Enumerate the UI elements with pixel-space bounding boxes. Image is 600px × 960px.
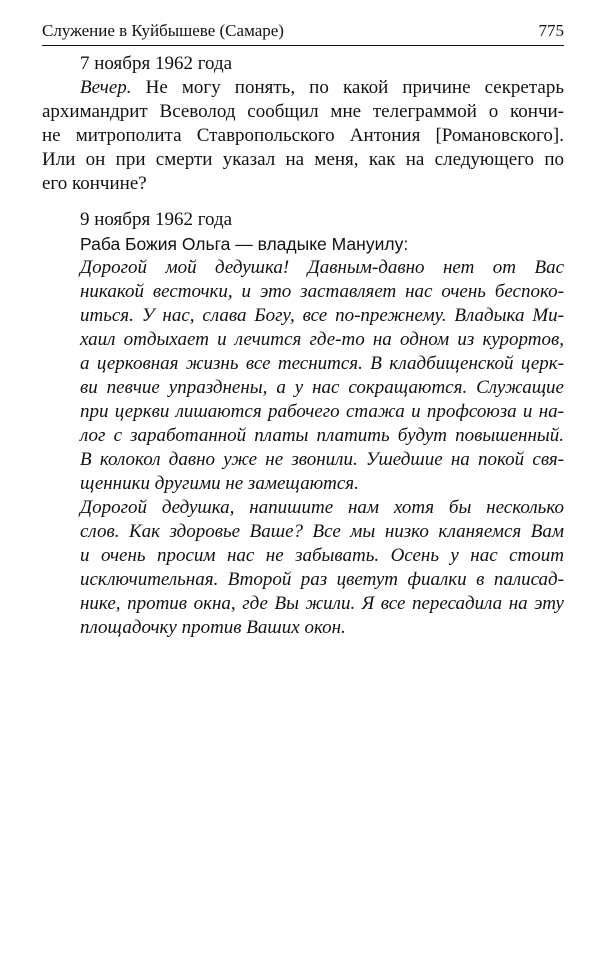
running-header (42, 20, 564, 44)
text-line: исключительная. Второй раз цветут фиалки в палисад- (80, 569, 564, 590)
text-line: нике, против окна, где Вы жили. Я все пересадила на эту (80, 593, 564, 614)
running-title: Служение в Куйбышеве (Самаре) (42, 21, 284, 40)
header-rule (42, 45, 564, 46)
text-line: Дорогой мой дедушка! Давным-давно нет от Вас (80, 257, 564, 278)
text-line: хаил отдыхает и лечится где-то на одном из курортов, (80, 329, 564, 350)
text-line: его кончине? (42, 173, 147, 194)
text-line: и очень просим нас не забывать. Осень у нас стоит (80, 545, 564, 566)
diary-entry (42, 76, 564, 196)
text-line: при церкви лишаются рабочего стажа и профсоюза и на- (80, 401, 564, 422)
text-line: В колокол давно уже не звонили. Ушедшие на покой свя- (80, 449, 564, 470)
letter-paragraph (42, 496, 564, 640)
text-line: Дорогой дедушка, напишите нам хотя бы несколько (80, 497, 564, 518)
text-line: а церковная жизнь все теснится. В кладбищенской церк- (80, 353, 564, 374)
page-number: 775 (538, 21, 564, 40)
text-line: никакой весточки, и это заставляет нас очень беспоко- (80, 281, 564, 302)
lead-word: Вечер. (80, 77, 132, 98)
text-line: площадочку против Ваших окон. (80, 617, 346, 638)
text-line: щенники другими не замещаются. (80, 473, 359, 494)
page-body (42, 52, 564, 640)
text-line: архимандрит Всеволод сообщил мне телеграммой о кончи- (42, 101, 564, 122)
text-line: не митрополита Ставропольского Антония [Романовского]. (42, 125, 564, 146)
text-line-content: Не могу понять, по какой причине секретарь (145, 77, 564, 98)
book-page (42, 0, 564, 960)
text-line: иться. У нас, слава Богу, все по-прежнему. Владыка Ми- (80, 305, 564, 326)
letter-paragraph (42, 256, 564, 496)
entry-date: 9 ноября 1962 года (80, 209, 233, 230)
text-line (42, 76, 564, 100)
text-line: ви певчие упразднены, а у нас сокращаются. Служащие (80, 377, 564, 398)
text-line: Или он при смерти указал на меня, как на следующего по (42, 149, 564, 170)
text-line: лог с заработанной платы платить будут повышенный. (80, 425, 564, 446)
entry-date: 7 ноября 1962 года (80, 53, 233, 74)
letter-addressing: Раба Божия Ольга — владыке Мануилу: (80, 234, 409, 254)
text-line: слов. Как здоровье Ваше? Все мы низко кланяемся Вам (80, 521, 564, 542)
